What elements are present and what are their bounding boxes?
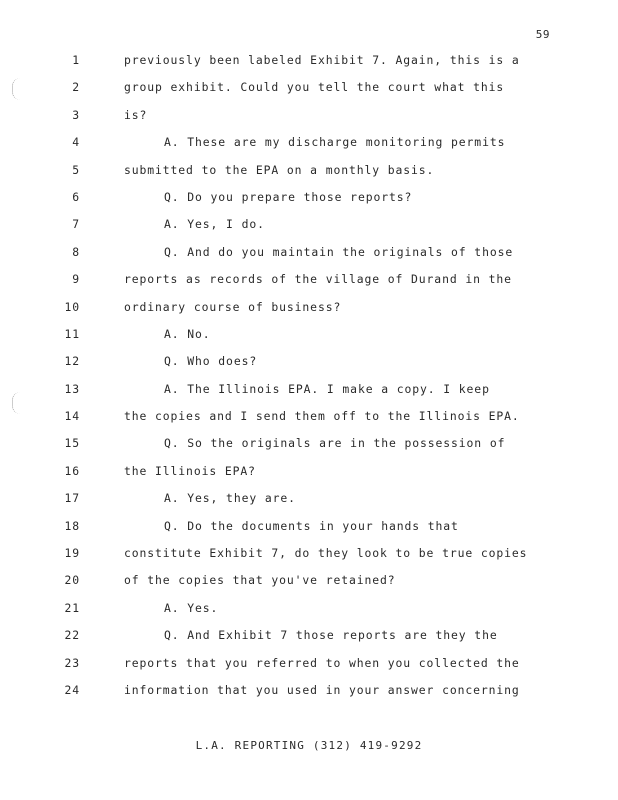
line-text: Q. Do the documents in your hands that: [164, 518, 459, 533]
line-number: 13: [64, 381, 80, 396]
line-text: constitute Exhibit 7, do they look to be true copies: [124, 546, 528, 561]
line-text: A. These are my discharge monitoring permits: [164, 135, 506, 150]
line-number: 21: [64, 600, 80, 615]
line-text: submitted to the EPA on a monthly basis.: [124, 162, 435, 177]
line-text: ordinary course of business?: [124, 299, 342, 314]
transcript-line: [0, 76, 618, 103]
line-text: A. Yes.: [164, 600, 219, 615]
transcript-line: [0, 159, 618, 186]
line-text: is?: [124, 107, 148, 122]
transcript-line: [0, 323, 618, 350]
line-number: 10: [64, 299, 80, 314]
line-number: 23: [64, 655, 80, 670]
line-number: 9: [72, 272, 80, 287]
transcript-line: [0, 213, 618, 240]
line-number: 16: [64, 463, 80, 478]
line-number: 11: [64, 326, 80, 341]
line-text: the copies and I send them off to the Illinois EPA.: [124, 409, 520, 424]
line-number: 22: [64, 628, 80, 643]
transcript-line: [0, 460, 618, 487]
transcript-line: [0, 378, 618, 405]
line-text: previously been labeled Exhibit 7. Again, this is a: [124, 53, 520, 67]
line-text: Q. And Exhibit 7 those reports are they the: [164, 628, 498, 643]
line-text: reports as records of the village of Durand in the: [124, 272, 512, 287]
line-number: 6: [72, 189, 80, 204]
line-number: 12: [64, 354, 80, 369]
line-text: group exhibit. Could you tell the court what this: [124, 80, 505, 95]
line-text: A. No.: [164, 326, 211, 341]
line-text: of the copies that you've retained?: [124, 573, 396, 588]
page-number: 59: [535, 28, 550, 41]
line-text: Q. So the originals are in the possession of: [164, 436, 506, 451]
line-number: 20: [64, 573, 80, 588]
line-text: A. Yes, they are.: [164, 491, 296, 506]
transcript-line: [0, 597, 618, 624]
transcript-line: [0, 569, 618, 596]
transcript-line: [0, 49, 618, 76]
line-number: 8: [72, 244, 80, 259]
line-number: 17: [64, 491, 80, 506]
line-number: 7: [72, 217, 80, 232]
line-number: 4: [72, 135, 80, 150]
line-text: A. Yes, I do.: [164, 217, 265, 232]
line-text: A. The Illinois EPA. I make a copy. I keep: [164, 381, 490, 396]
line-text: Q. Do you prepare those reports?: [164, 189, 413, 204]
transcript-line: [0, 104, 618, 131]
line-number: 19: [64, 546, 80, 561]
transcript-line: [0, 515, 618, 542]
transcript-line: [0, 624, 618, 651]
line-text: reports that you referred to when you collected the: [124, 655, 520, 670]
transcript-line: [0, 652, 618, 679]
line-number: 5: [72, 162, 80, 177]
transcript-line: [0, 405, 618, 432]
transcript-line: [0, 296, 618, 323]
transcript-line: [0, 350, 618, 377]
transcript-line: [0, 679, 618, 706]
transcript-line: [0, 131, 618, 158]
line-number: 1: [72, 53, 80, 67]
transcript-line: [0, 268, 618, 295]
line-text: the Illinois EPA?: [124, 463, 256, 478]
transcript-line: [0, 487, 618, 514]
line-number: 15: [64, 436, 80, 451]
transcript-line: [0, 241, 618, 268]
line-number: 3: [72, 107, 80, 122]
line-text: information that you used in your answer concerning: [124, 682, 520, 697]
line-number: 2: [72, 80, 80, 95]
line-number: 18: [64, 518, 80, 533]
line-number: 14: [64, 409, 80, 424]
reporter-footer: L.A. REPORTING (312) 419-9292: [195, 739, 423, 752]
transcript-line: [0, 432, 618, 459]
line-text: Q. Who does?: [164, 354, 258, 369]
transcript-line: [0, 186, 618, 213]
transcript-lines: [0, 49, 618, 706]
transcript-line: [0, 542, 618, 569]
line-number: 24: [64, 682, 80, 697]
line-text: Q. And do you maintain the originals of those: [164, 244, 514, 259]
